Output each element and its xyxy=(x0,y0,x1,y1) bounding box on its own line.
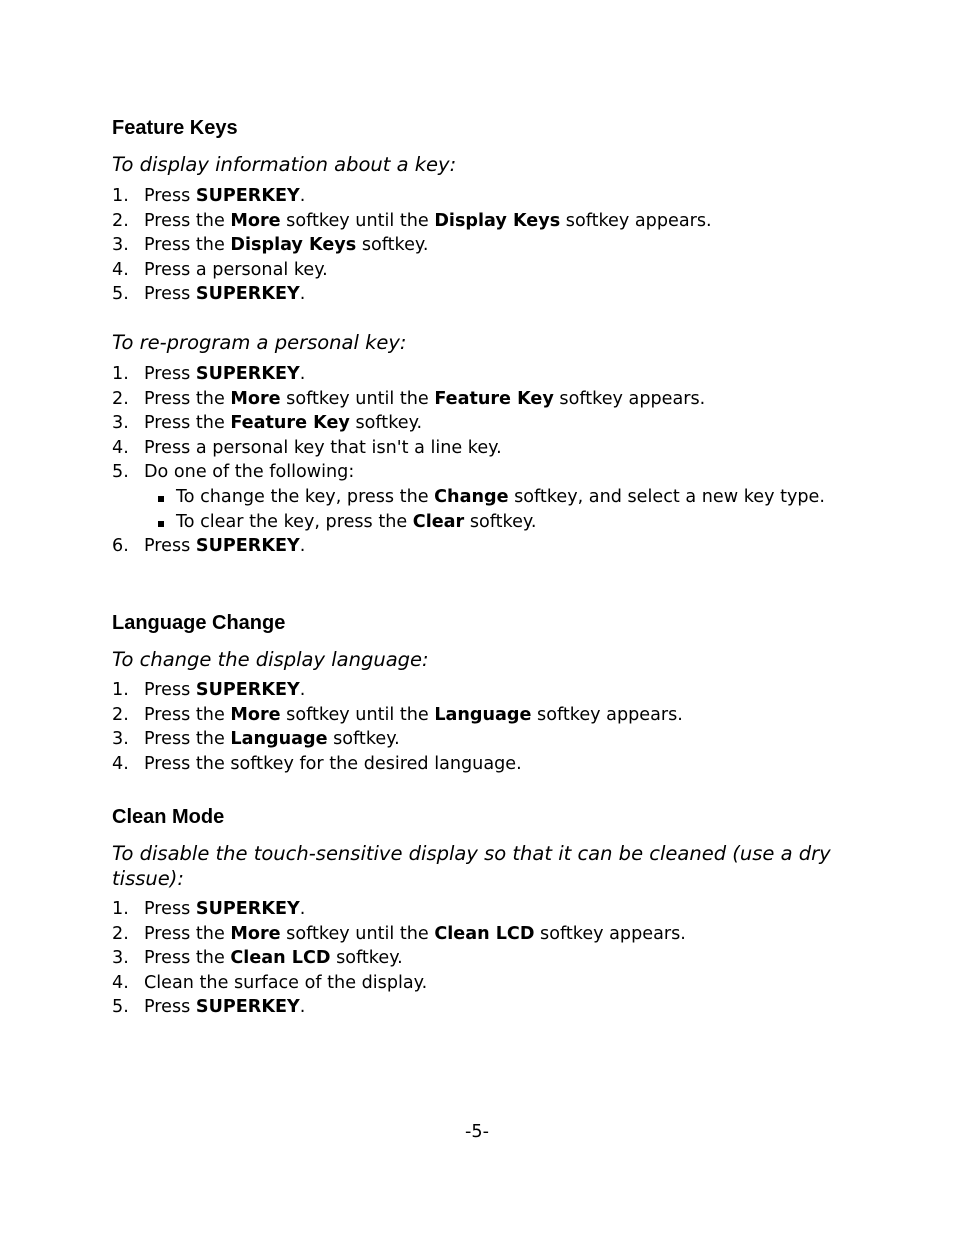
list-item xyxy=(112,282,712,307)
step-number: 5. xyxy=(112,997,129,1018)
steps-clean-display xyxy=(112,897,686,1020)
bold-term: Language xyxy=(230,729,328,750)
step-text: . xyxy=(299,536,306,557)
list-item xyxy=(112,995,686,1020)
step-number: 1. xyxy=(112,680,129,700)
step-text: softkey appears. xyxy=(560,210,712,231)
bold-term: SUPERKEY xyxy=(195,899,300,919)
bold-term: More xyxy=(230,923,281,944)
list-item xyxy=(112,752,683,777)
list-item xyxy=(112,727,683,752)
step-text: Press the xyxy=(144,413,231,434)
list-item xyxy=(112,233,712,258)
bold-term: Language xyxy=(434,704,532,725)
step-text: . xyxy=(299,186,306,206)
step-number: 5. xyxy=(112,462,129,483)
list-item xyxy=(112,436,836,461)
step-text: softkey, and select a new key type. xyxy=(508,486,825,507)
step-number: 2. xyxy=(112,388,129,409)
list-item xyxy=(112,897,686,922)
step-text: Clean the surface of the display. xyxy=(144,972,428,993)
step-number: 1. xyxy=(112,364,129,384)
step-text: To change the key, press the xyxy=(176,486,435,507)
step-text: softkey. xyxy=(464,511,537,532)
step-text: . xyxy=(299,364,306,384)
step-number: 3. xyxy=(112,729,129,750)
sub-option-item xyxy=(144,485,836,510)
bold-term: Clean LCD xyxy=(230,948,331,969)
bold-term: Feature Key xyxy=(434,388,554,409)
square-bullet-icon xyxy=(158,496,164,502)
step-text: Press xyxy=(144,284,196,305)
list-item xyxy=(112,678,683,703)
step-number: 5. xyxy=(112,284,129,305)
step-text: To clear the key, press the xyxy=(176,511,413,532)
list-item xyxy=(112,362,836,387)
procedure-intro-clean-display: To disable the touch-sensitive display so that it can be cleaned (use a dry tissue): xyxy=(112,842,831,890)
step-text: Press the xyxy=(144,210,231,231)
step-text: Press the xyxy=(144,388,231,409)
page-number: -5- xyxy=(465,1122,489,1142)
step-text: Press xyxy=(144,364,196,384)
bold-term: More xyxy=(230,388,281,409)
step-text: Press the xyxy=(144,923,231,944)
step-text: softkey. xyxy=(327,729,400,750)
list-item xyxy=(112,258,712,283)
step-text: Press a personal key. xyxy=(144,259,328,280)
bold-term: SUPERKEY xyxy=(195,680,300,700)
step-text: softkey. xyxy=(349,413,423,434)
step-number: 4. xyxy=(112,972,129,993)
section-heading-feature-keys: Feature Keys xyxy=(112,117,238,139)
step-text: Do one of the following: xyxy=(144,462,355,483)
step-number: 2. xyxy=(112,704,129,725)
step-text: softkey appears. xyxy=(553,388,706,409)
step-text: Press the xyxy=(144,729,231,750)
step-number: 3. xyxy=(112,413,129,434)
step-text: Press a personal key that isn't a line key. xyxy=(144,437,502,458)
step-text: . xyxy=(299,284,306,305)
procedure-intro-display-info: To display information about a key: xyxy=(112,153,457,176)
step-text: softkey until the xyxy=(280,388,435,409)
step-text: softkey appears. xyxy=(531,704,683,725)
step-number: 2. xyxy=(112,923,129,944)
sub-option-list xyxy=(144,485,836,534)
step-text: softkey until the xyxy=(280,923,435,944)
bold-term: Display Keys xyxy=(434,210,561,231)
step-text: Press the xyxy=(144,235,231,256)
step-text: softkey. xyxy=(330,948,403,969)
procedure-intro-reprogram-key: To re-program a personal key: xyxy=(112,331,407,354)
list-item xyxy=(112,209,712,234)
step-text: Press the softkey for the desired language. xyxy=(144,753,522,774)
list-item xyxy=(112,534,836,559)
list-item xyxy=(112,703,683,728)
bold-term: SUPERKEY xyxy=(195,364,300,384)
step-text: softkey. xyxy=(356,235,429,256)
step-text: Press xyxy=(144,186,196,206)
bold-term: Change xyxy=(434,486,509,507)
step-number: 3. xyxy=(112,235,129,256)
step-text: Press xyxy=(144,997,196,1018)
step-text: Press xyxy=(144,536,196,557)
sub-option-item xyxy=(144,510,836,535)
step-number: 4. xyxy=(112,259,129,280)
procedure-intro-change-language: To change the display language: xyxy=(112,648,429,671)
step-text: softkey until the xyxy=(280,210,435,231)
bold-term: SUPERKEY xyxy=(195,997,300,1018)
bold-term: Clear xyxy=(412,511,465,532)
step-number: 3. xyxy=(112,948,129,969)
steps-change-language xyxy=(112,678,683,776)
step-text: Press the xyxy=(144,948,231,969)
step-number: 4. xyxy=(112,437,129,458)
step-text: Press xyxy=(144,680,196,700)
step-text: softkey until the xyxy=(280,704,435,725)
step-number: 4. xyxy=(112,753,129,774)
section-heading-clean-mode: Clean Mode xyxy=(112,806,225,828)
step-text: . xyxy=(299,680,306,700)
step-text: softkey appears. xyxy=(534,923,686,944)
bold-term: More xyxy=(230,210,281,231)
step-number: 1. xyxy=(112,899,129,919)
bold-term: Feature Key xyxy=(230,413,350,434)
step-number: 6. xyxy=(112,536,129,557)
bold-term: Display Keys xyxy=(230,235,357,256)
step-text: Press the xyxy=(144,704,231,725)
step-text: . xyxy=(299,997,306,1018)
step-number: 2. xyxy=(112,210,129,231)
bold-term: More xyxy=(230,704,281,725)
steps-reprogram-key xyxy=(112,362,836,559)
square-bullet-icon xyxy=(158,521,164,527)
steps-display-info xyxy=(112,184,712,307)
list-item xyxy=(112,922,686,947)
step-number: 1. xyxy=(112,186,129,206)
step-text: Press xyxy=(144,899,196,919)
list-item xyxy=(112,387,836,412)
section-heading-language-change: Language Change xyxy=(112,612,286,634)
bold-term: SUPERKEY xyxy=(195,284,300,305)
list-item xyxy=(112,460,836,534)
list-item xyxy=(112,184,712,209)
bold-term: SUPERKEY xyxy=(195,536,300,557)
list-item xyxy=(112,411,836,436)
bold-term: SUPERKEY xyxy=(195,186,300,206)
list-item xyxy=(112,971,686,996)
list-item xyxy=(112,946,686,971)
bold-term: Clean LCD xyxy=(434,923,535,944)
step-text: . xyxy=(299,899,306,919)
